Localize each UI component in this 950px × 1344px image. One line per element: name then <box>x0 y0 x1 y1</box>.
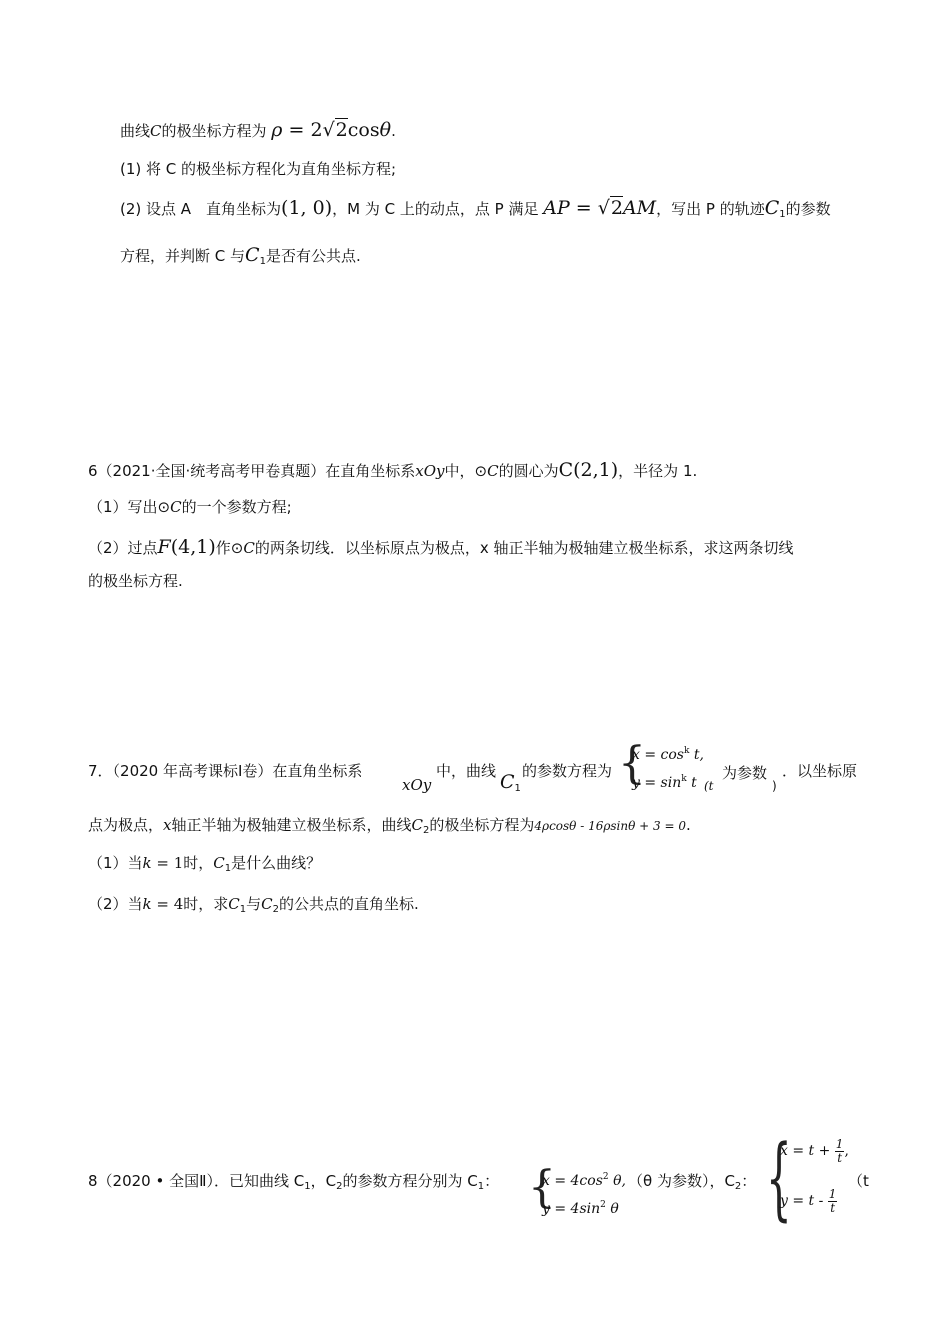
rho: ρ <box>271 119 283 141</box>
p7-title-b: 中，曲线 <box>436 762 497 780</box>
k: k <box>142 854 152 872</box>
text: （2）当 <box>88 895 143 913</box>
text: 点为极点， <box>88 816 164 834</box>
eq-end: θ, <box>608 1173 626 1189</box>
text: 曲线 <box>120 122 151 140</box>
eq: y = t - <box>780 1193 828 1210</box>
text: 方程，并判断 C 与 <box>120 247 246 265</box>
point-f-coords: (4,1) <box>170 536 216 558</box>
text: ，M 为 C 上的动点，点 P 满足 <box>332 200 539 218</box>
p8-title <box>88 1172 499 1193</box>
p6-title <box>88 458 697 483</box>
eq: x = 4cos <box>542 1173 603 1189</box>
text: ： <box>741 1172 757 1190</box>
polar-equation: ρ = 2√2cosθ <box>271 119 392 141</box>
sup: 2 <box>602 1172 609 1182</box>
curve-c1: C <box>245 244 260 266</box>
text: 8（2020 • 全国Ⅱ）．已知曲线 C <box>88 1172 305 1190</box>
eq-end: t, <box>689 747 704 763</box>
theta: θ <box>379 119 392 141</box>
p8-mid <box>628 1172 756 1193</box>
eq-end: θ <box>605 1201 619 1217</box>
text: 的参数 <box>785 200 831 218</box>
p8-brace2: { <box>766 1126 792 1231</box>
p5-q2-line2 <box>120 243 361 268</box>
period: . <box>391 122 396 140</box>
p7-q2 <box>88 895 419 916</box>
p8-brace1: { <box>528 1162 556 1213</box>
curve-c2: C <box>411 816 423 834</box>
cos: cos <box>347 119 380 141</box>
p8-sys2-x <box>780 1138 849 1164</box>
ap: AP <box>543 197 570 219</box>
text: （θ 为参数），C <box>628 1172 735 1190</box>
numerator: 1 <box>835 1137 844 1151</box>
text: 6（2021·全国·统考高考甲卷真题）在直角坐标系 <box>88 462 416 480</box>
curve-c1: C <box>228 895 240 913</box>
fraction <box>828 1188 838 1214</box>
text: 与 <box>246 895 262 913</box>
center-c: C <box>558 459 574 481</box>
p5-q1: (1) 将 C 的极坐标方程化为直角坐标方程; <box>120 160 397 178</box>
fraction <box>835 1138 845 1164</box>
eq: x = cos <box>632 747 684 763</box>
text: = 1时， <box>151 854 214 872</box>
p7-line2 <box>88 816 691 837</box>
sub: 2 <box>734 1181 742 1192</box>
p7-param-label: 为参数 <box>722 764 768 782</box>
sub: 1 <box>239 904 247 915</box>
sub: 1 <box>304 1181 311 1192</box>
xoy: xOy <box>415 462 445 480</box>
text: 作⊙ <box>215 539 244 557</box>
denominator: t <box>830 1200 836 1215</box>
curve-c1: C <box>500 771 515 793</box>
sub: 1 <box>477 1181 485 1192</box>
sub: 1 <box>224 863 232 874</box>
p7-param-close: ) <box>772 779 777 793</box>
text: （1）写出⊙ <box>88 498 171 516</box>
p7-sys-y <box>632 774 697 791</box>
p6-q2-line2: 的极坐标方程. <box>88 572 183 590</box>
vector-equation: AP = √2AM <box>543 197 657 219</box>
x-axis: x <box>163 816 172 834</box>
center-coords: (2,1) <box>573 459 619 481</box>
text: ： <box>484 1172 500 1190</box>
sup: k <box>683 746 690 756</box>
p7-xoy: xOy <box>402 776 432 794</box>
sup: k <box>681 774 687 784</box>
p8-sys1-x <box>542 1172 626 1189</box>
eq-mid: = 2 <box>282 119 323 141</box>
p6-q1 <box>88 498 292 518</box>
sqrt-arg: 2 <box>335 119 348 141</box>
p7-brace: { <box>618 738 646 789</box>
sub: 2 <box>336 1181 343 1192</box>
text: ，C <box>310 1172 337 1190</box>
text: = 4时，求 <box>151 895 229 913</box>
k: k <box>142 895 152 913</box>
text: 7．（2020 年高考课标Ⅰ卷）在直角坐标系 <box>88 762 363 780</box>
sqrt-arg: 2 <box>610 197 623 219</box>
p7-param-open: (t <box>704 779 714 793</box>
p8-sys2-y <box>780 1188 837 1214</box>
point-a: (1, 0) <box>281 197 333 219</box>
eq: y = 4sin <box>542 1201 601 1217</box>
text: 的一个参数方程; <box>181 498 292 516</box>
period: . <box>686 816 691 834</box>
p7-q1 <box>88 854 321 875</box>
text: (2) 设点 A 直角坐标为 <box>120 200 282 218</box>
p5-q2-line1 <box>120 196 831 221</box>
text: 的圆心为 <box>498 462 559 480</box>
p7-title <box>88 762 362 782</box>
comma: , <box>844 1143 849 1160</box>
eq-end: t <box>686 775 697 791</box>
sub: 2 <box>422 825 430 836</box>
p7-title-e: ．以坐标原 <box>782 762 858 780</box>
sub: 1 <box>514 783 521 794</box>
text: （1）当 <box>88 854 143 872</box>
point-f: F <box>157 536 171 558</box>
am: AM <box>622 197 657 219</box>
text: 的参数方程分别为 C <box>342 1172 478 1190</box>
curve-c1: C <box>213 854 225 872</box>
circle-c: C <box>243 539 255 557</box>
curve-c: C <box>150 122 162 140</box>
text: ，写出 P 的轨迹 <box>656 200 765 218</box>
numerator: 1 <box>828 1187 837 1201</box>
eq-mid: = <box>569 197 598 219</box>
text: 的公共点的直角坐标. <box>279 895 419 913</box>
sub: 1 <box>779 209 786 220</box>
denominator: t <box>837 1150 843 1165</box>
p8-tail: （t <box>848 1172 869 1190</box>
text: ，半径为 1. <box>618 462 698 480</box>
eq: y = sin <box>632 775 682 791</box>
text: 中，⊙ <box>444 462 488 480</box>
text: 是否有公共点. <box>265 247 361 265</box>
text: 轴正半轴为极轴建立极坐标系，曲线 <box>171 816 412 834</box>
sub: 2 <box>272 904 280 915</box>
p7-sys-x <box>632 746 704 763</box>
text: 的极坐标方程为 <box>429 816 535 834</box>
circle-c: C <box>487 462 499 480</box>
circle-c: C <box>170 498 182 516</box>
eq: x = t + <box>780 1143 835 1160</box>
p6-q2-line1 <box>88 535 794 560</box>
sup: 2 <box>600 1200 606 1210</box>
text: （2）过点 <box>88 539 158 557</box>
polar-equation: 4ρcosθ - 16ρsinθ + 3 = 0 <box>534 819 686 833</box>
text: 的极坐标方程为 <box>161 122 267 140</box>
text: 的两条切线．以坐标原点为极点，x 轴正半轴为极轴建立极坐标系，求这两条切线 <box>254 539 794 557</box>
p7-title-d: 的参数方程为 <box>522 762 613 780</box>
text: 是什么曲线？ <box>231 854 322 872</box>
sub: 1 <box>259 256 266 267</box>
p7-c1 <box>500 770 521 795</box>
curve-c1: C <box>764 197 780 219</box>
p8-sys1-y <box>542 1200 619 1217</box>
curve-c2: C <box>261 895 273 913</box>
p5-line1 <box>120 118 396 143</box>
